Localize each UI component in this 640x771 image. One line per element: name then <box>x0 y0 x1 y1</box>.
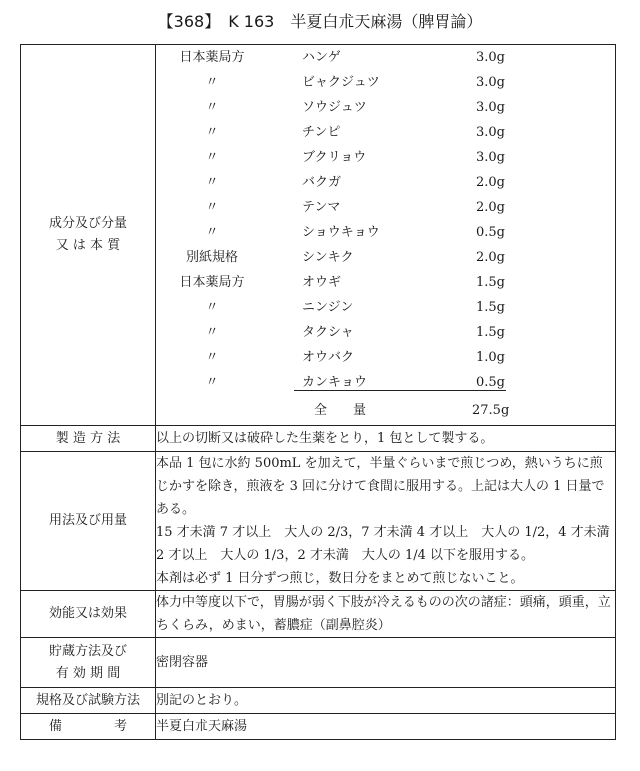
ingredient-source: 〃 <box>205 125 219 140</box>
ingredient-name: テンマ <box>302 200 341 215</box>
efficacy-label: 効能又は効果 <box>21 591 156 638</box>
ingredient-amount: 2.0g <box>476 250 505 265</box>
remarks-label: 備 考 <box>21 714 156 740</box>
ingredient-amount: 1.5g <box>476 275 505 290</box>
storage-label-line: 有 効 期 間 <box>55 665 121 681</box>
ingredient-source: 〃 <box>205 100 219 115</box>
ingredient-row <box>156 145 596 170</box>
usage-row <box>21 452 616 591</box>
ingredients-cell <box>156 45 616 426</box>
ingredient-name: ハンゲ <box>302 50 341 65</box>
ingredient-source: 〃 <box>205 300 219 315</box>
total-row <box>156 398 596 423</box>
formulation-table <box>20 44 616 740</box>
ingredients-label-line: 又 は 本 質 <box>55 238 121 253</box>
storage-text: 密閉容器 <box>156 638 616 688</box>
usage-paragraph: 15 才未満 7 才以上 大人の 2/3，7 才未満 4 才以上 大人の 1/2，4 才未満 2 才以上 大人の 1/3，2 才未満 大人の 1/4 以下を服用する。 <box>156 525 610 563</box>
specs-label: 規格及び試験方法 <box>21 688 156 714</box>
ingredient-name: タクシャ <box>302 325 354 340</box>
ingredient-source: 別紙規格 <box>185 250 238 265</box>
ingredient-amount: 2.0g <box>476 200 505 215</box>
ingredient-amount: 3.0g <box>476 75 505 90</box>
ingredient-amount: 2.0g <box>476 175 505 190</box>
usage-paragraph: 本品 1 包に水約 500mL を加えて，半量ぐらいまで煎じつめ，熱いうちに煎じかすを除き，煎液を 3 回に分けて食間に服用する。上記は大人の 1 日量である。 <box>156 456 605 517</box>
ingredient-source: 〃 <box>205 75 219 90</box>
usage-cell <box>156 452 616 591</box>
ingredient-source: 〃 <box>205 175 219 190</box>
ingredient-name: オウバク <box>302 350 355 365</box>
ingredient-source: 日本薬局方 <box>179 50 245 65</box>
ingredient-amount: 3.0g <box>476 150 505 165</box>
manufacturing-text: 以上の切断又は破砕した生薬をとり，1 包として製する。 <box>156 426 616 452</box>
ingredient-name: オウギ <box>302 275 342 290</box>
ingredient-amount: 1.5g <box>476 325 505 340</box>
ingredient-row <box>156 95 596 120</box>
ingredient-row <box>156 70 596 95</box>
ingredient-row <box>156 120 596 145</box>
total-amount: 27.5g <box>472 403 510 418</box>
ingredient-name: ニンジン <box>302 300 354 315</box>
ingredient-source: 〃 <box>205 225 219 240</box>
remarks-text: 半夏白朮天麻湯 <box>156 714 616 740</box>
storage-label-line: 貯蔵方法及び <box>48 643 127 659</box>
usage-label: 用法及び用量 <box>21 452 156 591</box>
ingredient-source: 〃 <box>205 150 219 165</box>
ingredient-row <box>156 345 596 370</box>
ingredient-amount: 1.0g <box>476 350 505 365</box>
ingredient-name: シンキク <box>302 250 354 265</box>
specs-row <box>21 688 616 714</box>
ingredient-name: バクガ <box>302 175 342 190</box>
ingredient-source: 〃 <box>205 375 219 390</box>
ingredient-source: 〃 <box>205 350 219 365</box>
ingredient-amount: 0.5g <box>476 375 505 390</box>
ingredient-row <box>156 195 596 220</box>
usage-paragraph: 本剤は必ず 1 日分ずつ煎じ，数日分をまとめて煎じないこと。 <box>156 571 524 586</box>
efficacy-text: 体力中等度以下で，胃腸が弱く下肢が冷えるものの次の諸症：頭痛，頭重，立ちくらみ，めまい，蓄膿症（副鼻腔炎） <box>156 591 616 638</box>
ingredient-amount: 1.5g <box>476 300 505 315</box>
ingredient-name: ショウキョウ <box>302 225 380 240</box>
page-title: 【368】 K 163 半夏白朮天麻湯（脾胃論） <box>157 12 483 31</box>
ingredient-amount: 3.0g <box>476 100 505 115</box>
ingredient-name: ビャクジュツ <box>302 75 380 90</box>
remarks-row <box>21 714 616 740</box>
ingredient-source: 日本薬局方 <box>179 275 245 290</box>
ingredient-row <box>156 370 596 395</box>
specs-text: 別記のとおり。 <box>156 688 616 714</box>
ingredient-row <box>156 270 596 295</box>
ingredient-name: ソウジュツ <box>302 100 367 115</box>
total-label: 全 量 <box>314 403 367 418</box>
manufacturing-row <box>21 426 616 452</box>
ingredient-row <box>156 220 596 245</box>
manufacturing-label: 製 造 方 法 <box>21 426 156 452</box>
ingredients-label-line: 成分及び分量 <box>48 216 127 231</box>
ingredient-row <box>156 45 596 70</box>
ingredients-row <box>21 45 616 426</box>
ingredient-name: カンキョウ <box>302 375 368 390</box>
ingredient-name: ブクリョウ <box>302 150 367 165</box>
ingredient-amount: 0.5g <box>476 225 505 240</box>
ingredient-list <box>156 45 615 425</box>
ingredient-amount: 3.0g <box>476 125 505 140</box>
ingredient-row <box>156 295 596 320</box>
storage-row <box>21 638 616 688</box>
storage-label <box>21 638 156 688</box>
ingredient-name: チンピ <box>302 125 341 140</box>
ingredient-row <box>156 170 596 195</box>
efficacy-row <box>21 591 616 638</box>
ingredient-row <box>156 320 596 345</box>
ingredient-source: 〃 <box>205 325 219 340</box>
ingredient-source: 〃 <box>205 200 219 215</box>
ingredients-label <box>21 45 156 426</box>
ingredient-row <box>156 245 596 270</box>
ingredient-amount: 3.0g <box>476 50 505 65</box>
